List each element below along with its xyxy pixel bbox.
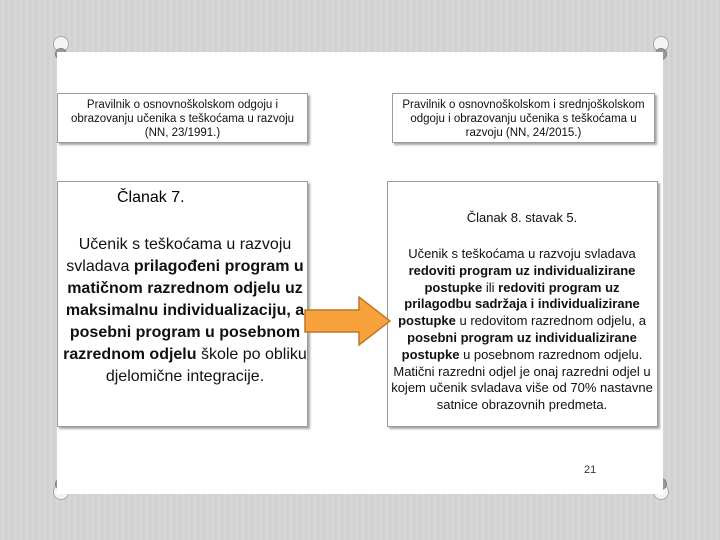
- right-arrow-icon: [303, 294, 393, 348]
- left-header-text: Pravilnik o osnovnoškolskom odgoju i obrazovanju učenika s teškoćama u razvoju (NN, 23/1991.): [70, 99, 295, 139]
- left-body-run: škole po obliku djelomične integracije.: [105, 346, 307, 385]
- left-article-title: Članak 7.: [117, 189, 185, 206]
- right-article-title: Članak 8. stavak 5.: [466, 210, 578, 225]
- right-body-run: posebni program uz individualizirane postupke: [401, 329, 637, 362]
- right-body-run: Učenik s teškoćama u razvoju svladava: [408, 246, 636, 261]
- left-body-run: prilagođeni program u matičnom razrednom odjelu uz maksimalnu individualizaciju, a posebni program u posebnom razrednom odjelu: [63, 258, 305, 363]
- right-header-text: Pravilnik o osnovnoškolskom i srednjoškolskom odgoju i obrazovanju učenika s teškoćama u razvoju (NN, 24/2015.): [402, 99, 645, 139]
- right-body-run: ili: [482, 279, 499, 295]
- right-header-box: [392, 93, 655, 143]
- left-article-body: [62, 234, 308, 388]
- right-body-run: u posebnom razrednom odjelu. Matični razredni odjel je onaj razredni odjel u kojem učenik svladava više od 70% nastavne satnice obrazovnih predmeta.: [391, 346, 653, 413]
- page-number: 21: [584, 464, 597, 476]
- right-article-body: [391, 246, 653, 414]
- right-body-run: redoviti program uz prilagodbu sadržaja i individualizirane postupke: [398, 279, 640, 329]
- left-header-box: [57, 93, 308, 143]
- right-body-run: u redovitom razrednom odjelu, a: [455, 313, 646, 329]
- left-body-run: Učenik s teškoćama u razvoju svladava: [66, 236, 292, 275]
- right-body-run: redoviti program uz individualizirane postupke: [408, 262, 636, 295]
